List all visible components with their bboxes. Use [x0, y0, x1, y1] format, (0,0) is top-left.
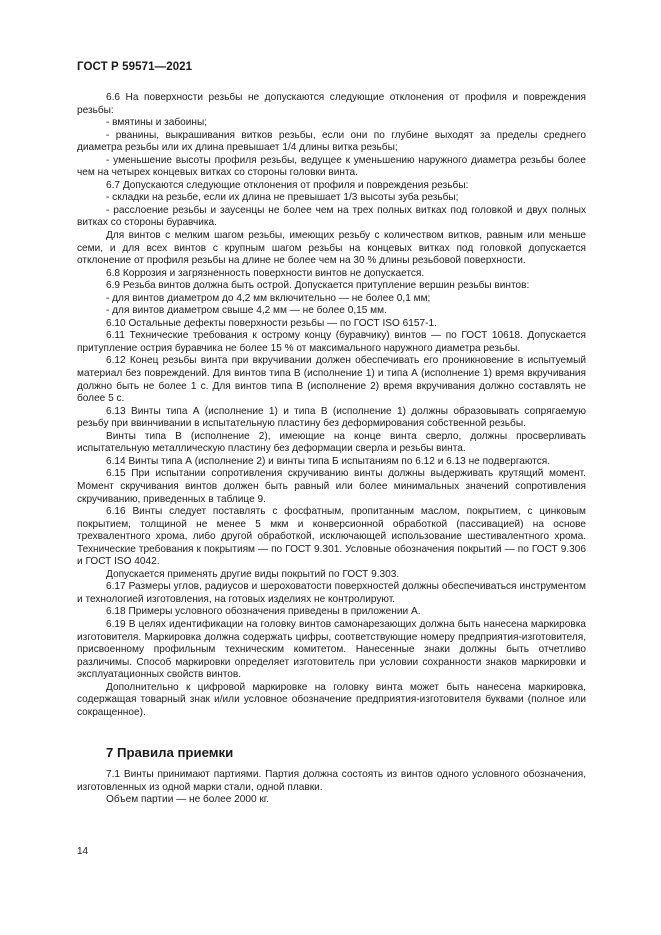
paragraph: Допускается применять другие виды покрытий по ГОСТ 9.303. — [106, 568, 400, 580]
paragraph: 6.10 Остальные дефекты поверхности резьбы — по ГОСТ ISO 6157-1. — [106, 317, 437, 329]
list-item: - для винтов диаметром до 4,2 мм включительно — не более 0,1 мм; — [106, 292, 431, 304]
list-item: - уменьшение высоты профиля резьбы, ведущее к уменьшению наружного диаметра резьбы более чем на четырех концевых витках со стороны головки винта. — [77, 154, 586, 179]
page-number: 14 — [77, 846, 89, 857]
list-item: - рванины, выкрашивания витков резьбы, если они по глубине выходят за пределы среднего диаметра резьбы или их длина превышает 1/4 длины витка резьбы; — [77, 129, 586, 154]
section-heading: 7 Правила приемки — [106, 745, 234, 761]
paragraph: 7.1 Винты принимают партиями. Партия должна состоять из винтов одного условного обозначения, изготовленных из одной марки стали, одной плавки. — [77, 769, 586, 793]
paragraph: 6.12 Конец резьбы винта при вкручивании должен обеспечивать его проникновение в испытуемый материал без повреждений. Для винтов типа В (исполнение 1) и типа А (исполнение 1) время вкручивания должно быть не более 1 с. Для винтов типа В (исполнение 2) время вкручивания должно составлять не более 5 с. — [77, 355, 586, 405]
paragraph: 6.9 Резьба винтов должна быть острой. Допускается притупление вершин резьбы винтов: — [106, 280, 530, 292]
list-item: - складки на резьбе, если их длина не превышает 1/3 высоты зуба резьбы; — [106, 192, 459, 204]
paragraph: 6.11 Технические требования к острому концу (буравчику) винтов — по ГОСТ 10618. Допускается притупление острия буравчика не более 15 % от максимального наружного диаметра резьбы. — [77, 330, 586, 354]
document-body — [77, 92, 586, 807]
paragraph: 6.14 Винты типа А (исполнение 2) и винты типа Б испытаниям по 6.12 и 6.13 не подвергаются. — [106, 455, 551, 467]
paragraph: Объем партии — не более 2000 кг. — [106, 794, 270, 806]
standard-header: ГОСТ Р 59571—2021 — [77, 61, 193, 73]
list-item: - для винтов диаметром свыше 4,2 мм — не более 0,15 мм. — [106, 305, 387, 317]
paragraph: 6.19 В целях идентификации на головку винтов самонарезающих должна быть нанесена маркировка изготовителя. Маркировка должна содержать цифры, соответствующие номеру предприятия-изготовителя, присвоенному профильным техническим комитетом. Нанесенные знаки должны быть отчетливо различимы. Способ маркировки определяет изготовитель при условии сохранности знаков маркировки и эксплуатационных свойств винтов. — [77, 618, 586, 681]
list-item: - расслоение резьбы и заусенцы не более чем на трех полных витках под головкой и двух полных витках со стороны буравчика. — [77, 204, 586, 229]
paragraph: 6.7 Допускаются следующие отклонения от профиля и повреждения резьбы: — [106, 179, 469, 191]
paragraph: 6.17 Размеры углов, радиусов и шероховатости поверхностей должны обеспечиваться инструментом и технологией изготовления, на готовых изделиях не контролируют. — [77, 581, 586, 605]
paragraph: 6.8 Коррозия и загрязненность поверхности винтов не допускается. — [106, 267, 425, 279]
paragraph: Для винтов с мелким шагом резьбы, имеющих резьбу с количеством витков, равным или меньше семи, и для всех винтов с крупным шагом резьбы на концевых витках под головкой допускается отклонение от профиля резьбы на длине не более чем на 30 % длины резьбовой поверхности. — [77, 230, 586, 267]
paragraph: Винты типа В (исполнение 2), имеющие на конце винта сверло, должны просверливать испытательную металлическую пластину без деформации сверла и резьбы винта. — [77, 430, 586, 455]
paragraph: 6.15 При испытании сопротивления скручиванию винты должны выдерживать крутящий момент. Момент скручивания винтов должен быть равный или более минимальных значений сопротивления скручиванию, приведенных в таблице 9. — [77, 468, 586, 505]
paragraph: 6.13 Винты типа А (исполнение 1) и типа В (исполнение 1) должны образовывать сопрягаемую резьбу при ввинчивании в испытательную пластину без деформирования собственной резьбы. — [77, 405, 586, 430]
paragraph: Дополнительно к цифровой маркировке на головку винта может быть нанесена маркировка, содержащая товарный знак и/или условное обозначение предприятия-изготовителя буквами (полное или сокращенное). — [77, 681, 586, 718]
paragraph: 6.16 Винты следует поставлять с фосфатным, пропитанным маслом, покрытием, с цинковым покрытием, толщиной не менее 5 мкм и конверсионной обработкой (пассивацией) на основе трехвалентного хрома, либо другой обработкой, исключающей использование шестивалентного хрома. Технические требования к покрытиям — по ГОСТ 9.301. Условные обозначения покрытий — по ГОСТ 9.306 и ГОСТ ISO 4042. — [77, 506, 586, 568]
paragraph: 6.18 Примеры условного обозначения приведены в приложении А. — [106, 606, 421, 618]
list-item: - вмятины и забоины; — [106, 117, 208, 129]
paragraph: 6.6 На поверхности резьбы не допускаются следующие отклонения от профиля и повреждения резьбы: — [77, 92, 586, 116]
